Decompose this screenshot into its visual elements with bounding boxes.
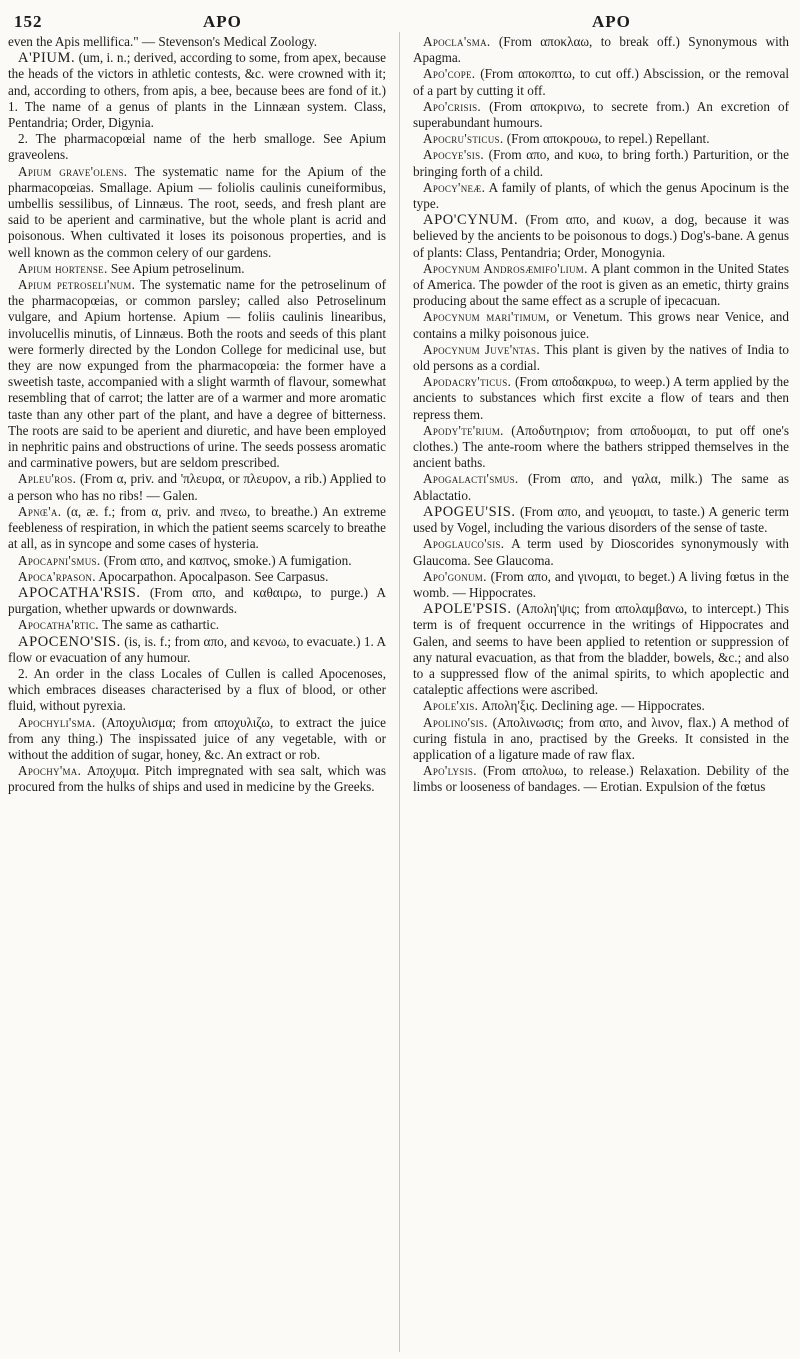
entry-headword: Apogalacti'smus. xyxy=(423,471,519,487)
entry-definition: (From απο, and γαλα, milk.) The same as Ablactatio. xyxy=(413,471,789,503)
entry-definition: (From απο, and κυων, a dog, because it was believed by the ancients to be poisonous to dogs.) Dog's-bane. A genus of plants: Class, Pentandria; Order, Monogynia. xyxy=(413,212,789,260)
dictionary-entry xyxy=(8,715,386,764)
entry-headword: APOCENO'SIS. xyxy=(18,633,121,650)
dictionary-entry xyxy=(8,34,386,50)
dictionary-entry xyxy=(413,34,789,66)
entry-headword: APOLE'PSIS. xyxy=(423,601,512,618)
entry-headword: APOGEU'SIS. xyxy=(423,503,516,520)
entry-definition: Αποχυμα. Pitch impregnated with sea salt, which was procured from the hulks of ships and used in medicine by the Greeks. xyxy=(8,763,387,795)
entry-headword: Apo'gonum. xyxy=(423,568,487,584)
dictionary-entry xyxy=(413,309,789,341)
entry-definition: (From απολυω, to release.) Relaxation. Debility of the limbs or looseness of bandages. — Erotian. Expulsion of the fœtus xyxy=(413,763,789,795)
entry-definition: (is, is. f.; from απο, and κενοω, to evacuate.) 1. A flow or evacuation of any humour. xyxy=(8,633,387,665)
entry-definition: (From αποκρινω, to secrete from.) An excretion of superabundant humours. xyxy=(413,98,790,131)
dictionary-entry xyxy=(413,601,789,698)
dictionary-entry xyxy=(413,180,789,212)
entry-definition: This plant is given by the natives of India to old persons as a cordial. xyxy=(413,341,789,374)
dictionary-entry xyxy=(8,471,386,503)
entry-definition: (From απο, and καθαιρω, to purge.) A purgation, whether upwards or downwards. xyxy=(8,584,386,617)
entry-definition: (From απο, and κυω, to bring forth.) Parturition, or the bringing forth of a child. xyxy=(413,147,790,179)
entry-headword: Apocy'neæ. xyxy=(423,179,486,195)
entry-headword: Apocynum Juve'ntas. xyxy=(423,341,540,357)
dictionary-entry xyxy=(8,763,386,795)
entry-headword: Apolino'sis. xyxy=(423,714,488,730)
entry-headword: APOCATHA'RSIS. xyxy=(18,584,141,601)
left-running-head: APO xyxy=(203,12,242,31)
entry-definition: A plant common in the United States of America. The powder of the root is given as an emetic, thirty grains producing about the same effect as a scruple of ipecacuan. xyxy=(413,260,790,309)
entry-headword: Apocynum mari'timum, xyxy=(423,309,550,325)
entry-headword: Apochy'ma. xyxy=(18,763,82,779)
entry-definition: The same as cathartic. xyxy=(101,617,220,633)
entry-headword: Apo'crisis. xyxy=(423,98,482,114)
dictionary-entry xyxy=(413,504,789,536)
right-running-head: APO xyxy=(592,12,631,31)
entry-headword: Apocynum Androsæmifo'lium. xyxy=(423,260,588,276)
entry-headword: Apium petroseli'num. xyxy=(18,277,136,293)
dictionary-entry xyxy=(413,212,789,261)
entry-definition: The systematic name for the petroselinum of the pharmacopœias, or common parsley; called also Petroselinum vulgare, and Apium hortense. Apium — foliis caulinis linearibus, involucellis minutis, of Linnæus. Both the roots and seeds of this plant were formerly directed by the London College for medicinal use, but they are now expunged from the pharmacopœia: the former have a sweetish taste, accompanied with a slight warmth of flavour, somewhat resembling that of carrot; the latter are of a warmer and more aromatic taste than any other part of the plant, and have a degree of bitterness. The roots are said to be aperient and diuretic, and have been employed in nephritic pains and obstructions of urine. The seeds possess aromatic and carminative powers, but are seldom prescribed. xyxy=(8,277,387,471)
entry-headword: Apoca'rpason. xyxy=(18,568,96,584)
entry-definition: See Apium petroselinum. xyxy=(110,260,245,276)
entry-definition: (From απο, and γευομαι, to taste.) A generic term used by Vogel, including the various disorders of the sense of taste. xyxy=(413,503,790,536)
dictionary-entry xyxy=(413,763,789,795)
entry-headword: Apo'lysis. xyxy=(423,763,477,779)
entry-headword: Apody'te'rium. xyxy=(423,422,504,438)
dictionary-entry xyxy=(8,131,386,163)
dictionary-entry xyxy=(413,569,789,601)
entry-definition: (Απολινωσις; from απο, and λινον, flax.) A method of curing fistula in ano, practised by the Greeks. It consisted in the application of a ligature made of raw flax. xyxy=(413,714,790,762)
entry-definition: (Αποχυλισμα; from αποχυλιζω, to extract the juice from any thing.) The inspissated juice of any vegetable, with or without the addition of sugar, honey, &c. An extract or rob. xyxy=(8,714,386,762)
entry-definition: (From απο, and γινομαι, to beget.) A living fœtus in the womb. — Hippocrates. xyxy=(413,568,789,600)
entry-definition: 2. An order in the class Locales of Cullen is called Apocenoses, which embraces diseases characterised by a flux of blood, or other fluid, without pyrexia. xyxy=(8,665,386,714)
dictionary-entry xyxy=(413,261,789,310)
entry-headword: Apocru'sticus. xyxy=(423,131,504,147)
entry-headword: Apocapni'smus. xyxy=(18,552,101,568)
entry-headword: Apium hortense. xyxy=(18,260,108,276)
entry-definition: A family of plants, of which the genus Apocinum is the type. xyxy=(413,179,789,212)
entry-definition: Απολη'ξις. Declining age. — Hippocrates. xyxy=(481,698,705,714)
entry-headword: Apocla'sma. xyxy=(423,34,491,49)
dictionary-entry xyxy=(8,277,386,471)
entry-headword: Apleu'ros. xyxy=(18,471,77,487)
entry-definition: (um, i. n.; derived, according to some, from apex, because the heads of the victors in athletic contests, &c. were crowned with it; and, according to others, from apis, a bee, because bees are fond of it.) 1. The name of a genus of plants in the Linnæan system. Class, Pentandria; Order, Digynia. xyxy=(8,50,386,131)
entry-definition: (Απολη'ψις; from απολαμβανω, to intercept.) This term is of frequent occurrence in the writings of Hippocrates and Galen, and seems to have been applied to retention or suppression of any natural evacuation, as that from the bladder, bowels, &c.; and also to a suppressed flow of the animal spirits, to which apoplectic and cataleptic affections were ascribed. xyxy=(413,601,790,698)
entry-definition: or Venetum. This grows near Venice, and contains a milky poisonous juice. xyxy=(413,309,789,341)
left-column xyxy=(8,34,386,796)
entry-headword: Apnœ'a. xyxy=(18,503,62,519)
entry-headword: Apole'xis. xyxy=(423,698,479,714)
dictionary-entry xyxy=(413,423,789,472)
dictionary-entry xyxy=(413,66,789,98)
dictionary-entry xyxy=(8,585,386,617)
dictionary-entry xyxy=(8,261,386,277)
dictionary-entry xyxy=(8,164,386,261)
entry-definition: 2. The pharmacopœial name of the herb smalloge. See Apium graveolens. xyxy=(8,131,386,163)
entry-headword: Apo'cope. xyxy=(423,66,476,82)
entry-definition: (From α, priv. and 'πλευρα, or πλευρον, a rib.) Applied to a person who has no ribs! — Galen. xyxy=(8,471,386,503)
dictionary-entry xyxy=(8,617,386,633)
entry-definition: Apocarpathon. Apocalpason. See Carpasus. xyxy=(98,568,329,584)
dictionary-entry xyxy=(8,504,386,553)
entry-definition: (From αποδακρυω, to weep.) A term applied by the ancients to substances which first excite a flow of tears and then repress them. xyxy=(413,374,790,422)
entry-headword: Apocye'sis. xyxy=(423,147,485,163)
entry-definition: (From αποκρουω, to repel.) Repellant. xyxy=(506,131,710,147)
dictionary-entry xyxy=(8,569,386,585)
entry-headword: A'PIUM. xyxy=(18,50,76,67)
entry-headword: Apoglauco'sis. xyxy=(423,536,505,552)
dictionary-entry xyxy=(8,50,386,131)
right-column xyxy=(413,34,789,796)
dictionary-entry xyxy=(413,131,789,147)
entry-headword: Apochyli'sma. xyxy=(18,714,96,730)
dictionary-entry xyxy=(413,536,789,568)
entry-headword: Apium grave'olens. xyxy=(18,163,128,179)
dictionary-entry xyxy=(8,634,386,666)
column-divider xyxy=(399,32,400,1352)
entry-definition: The systematic name for the Apium of the pharmacopœias. Smallage. Apium — foliolis caulinis cuneiformibus, umbellis sessilibus, of Linnæus. The root, seeds, and fresh plant are said to be aperient and carminative, but the whole plant is acrid and poisonous. When cultivated it loses its poisonous properties, and is well known as the common celery of our gardens. xyxy=(8,163,386,260)
dictionary-entry xyxy=(8,553,386,569)
page-number: 152 xyxy=(14,12,43,31)
entry-definition: (From αποκοπτω, to cut off.) Abscission, or the removal of a part by cutting it off. xyxy=(413,66,790,98)
entry-definition: (From αποκλαω, to break off.) Synonymous with Apagma. xyxy=(413,34,789,66)
dictionary-entry xyxy=(413,342,789,374)
dictionary-entry xyxy=(413,374,789,423)
dictionary-entry xyxy=(413,698,789,714)
entry-definition: (α, æ. f.; from α, priv. and πνεω, to breathe.) An extreme feebleness of respiration, in which the patient seems scarcely to breathe at all, as in syncope and some cases of hysteria. xyxy=(8,503,386,552)
entry-definition: A term used by Dioscorides synonymously with Glaucoma. See Glaucoma. xyxy=(413,536,789,568)
dictionary-entry xyxy=(413,99,789,131)
entry-definition: (Αποδυτηριον; from αποδυομαι, to put off one's clothes.) The ante-room where the bathers stripped themselves in the ancient baths. xyxy=(413,422,789,471)
entry-headword: APO'CYNUM. xyxy=(423,212,519,229)
dictionary-entry xyxy=(413,147,789,179)
entry-headword: Apodacry'ticus. xyxy=(423,374,512,390)
page-header xyxy=(14,12,780,34)
entry-definition: even the Apis mellifica." — Stevenson's Medical Zoology. xyxy=(8,34,318,49)
entry-headword: Apocatha'rtic. xyxy=(18,617,99,633)
dictionary-entry xyxy=(413,715,789,764)
dictionary-entry xyxy=(413,471,789,503)
entry-definition: (From απο, and καπνος, smoke.) A fumigation. xyxy=(103,552,352,568)
dictionary-entry xyxy=(8,666,386,715)
